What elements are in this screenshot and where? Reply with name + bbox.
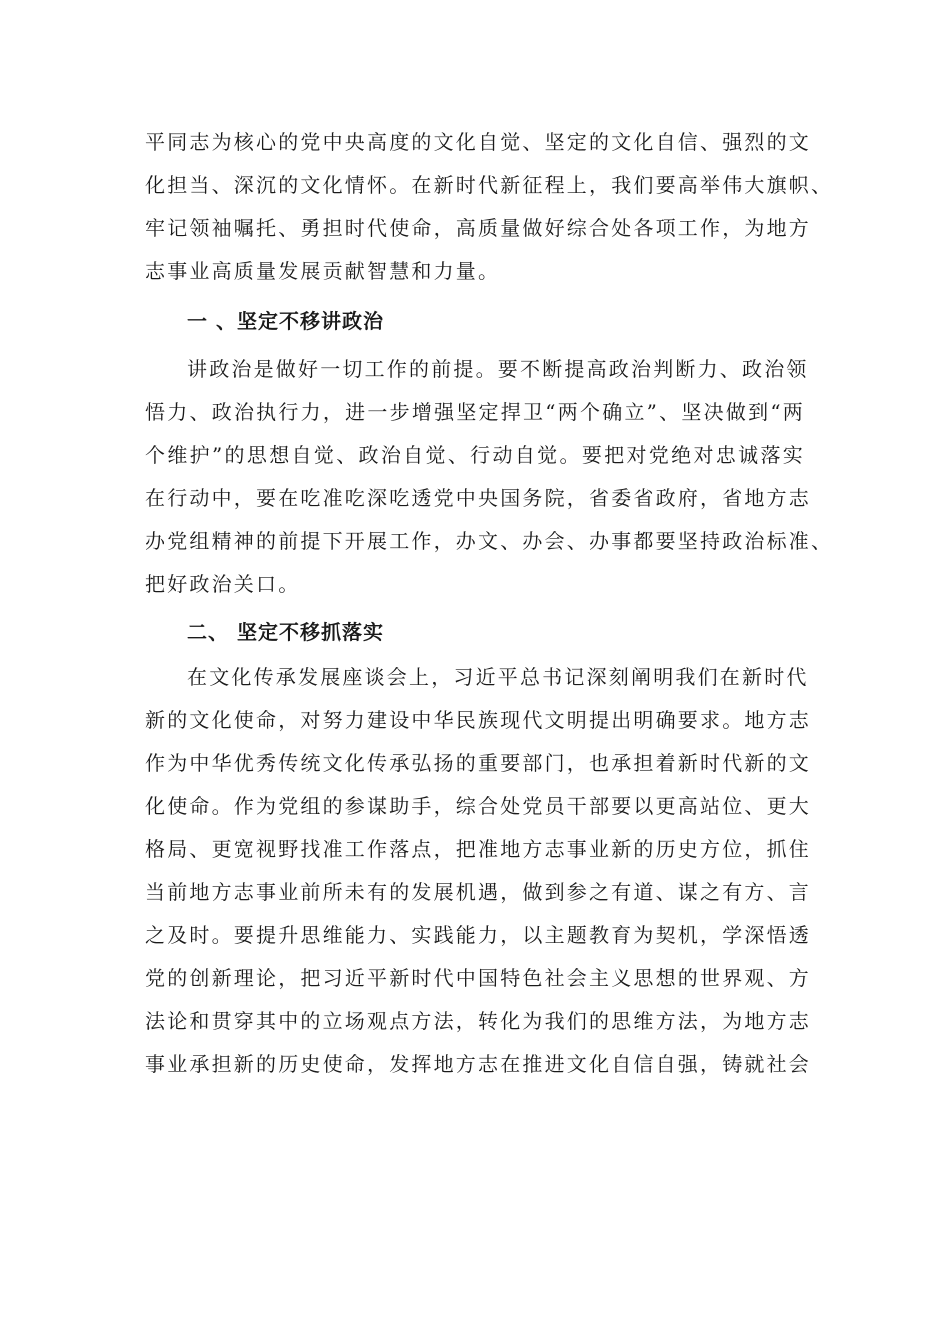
section2-line: 党的创新理论，把习近平新时代中国特色社会主义思想的世界观、方	[145, 966, 811, 990]
section1-line: 个维护”的思想自觉、政治自觉、行动自觉。要把对党绝对忠诚落实	[145, 443, 805, 467]
intro-line: 化担当、深沉的文化情怀。在新时代新征程上，我们要高举伟大旗帜、	[145, 173, 834, 197]
intro-line: 牢记领袖嘱托、勇担时代使命，高质量做好综合处各项工作，为地方	[145, 216, 811, 240]
section2-line: 格局、更宽视野找准工作落点，把准地方志事业新的历史方位，抓住	[145, 837, 811, 861]
section-heading-1: 一 、坚定不移讲政治	[187, 309, 384, 333]
section1-line: 把好政治关口。	[145, 572, 301, 596]
intro-line: 志事业高质量发展贡献智慧和力量。	[145, 259, 501, 283]
section2-line: 在文化传承发展座谈会上，习近平总书记深刻阐明我们在新时代	[187, 665, 809, 689]
section1-line: 在行动中，要在吃准吃深吃透党中央国务院，省委省政府，省地方志	[145, 486, 811, 510]
section1-line: 讲政治是做好一切工作的前提。要不断提高政治判断力、政治领	[187, 357, 809, 381]
section2-line: 事业承担新的历史使命，发挥地方志在推进文化自信自强，铸就社会	[145, 1052, 811, 1076]
section2-line: 之及时。要提升思维能力、实践能力，以主题教育为契机，学深悟透	[145, 923, 811, 947]
section2-line: 作为中华优秀传统文化传承弘扬的重要部门，也承担着新时代新的文	[145, 751, 811, 775]
intro-line: 平同志为核心的党中央高度的文化自觉、坚定的文化自信、强烈的文	[145, 130, 811, 154]
section-heading-2: 二、 坚定不移抓落实	[187, 620, 384, 644]
section2-line: 法论和贯穿其中的立场观点方法，转化为我们的思维方法，为地方志	[145, 1009, 811, 1033]
section1-line: 办党组精神的前提下开展工作，办文、办会、办事都要坚持政治标准、	[145, 529, 834, 553]
section2-line: 当前地方志事业前所未有的发展机遇，做到参之有道、谋之有方、言	[145, 880, 811, 904]
section1-line: 悟力、政治执行力，进一步增强坚定捍卫“两个确立”、坚决做到“两	[145, 400, 805, 424]
section2-line: 化使命。作为党组的参谋助手，综合处党员干部要以更高站位、更大	[145, 794, 811, 818]
section2-line: 新的文化使命，对努力建设中华民族现代文明提出明确要求。地方志	[145, 708, 811, 732]
